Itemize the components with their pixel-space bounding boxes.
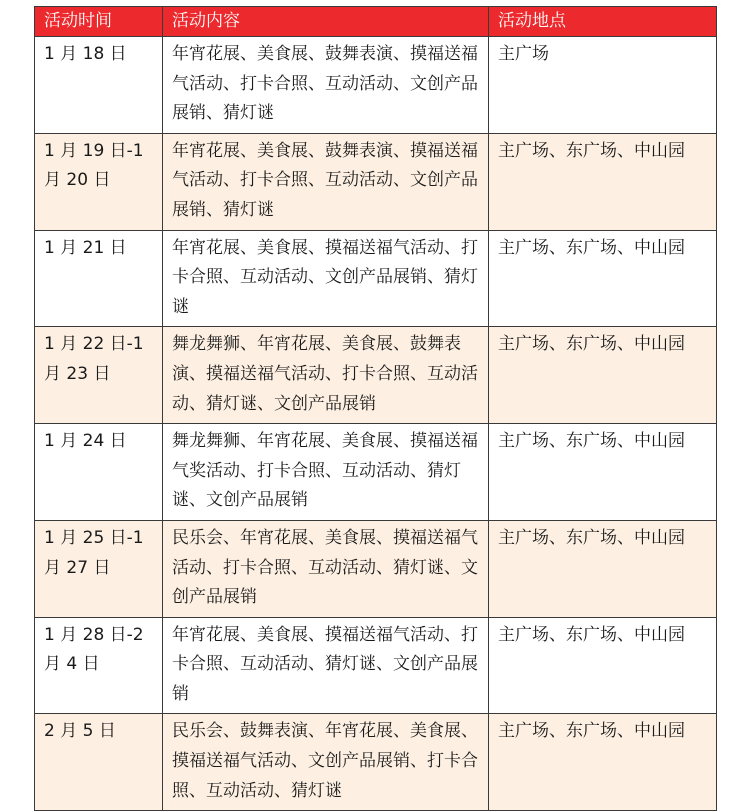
table-row: [35, 714, 717, 811]
table-row: [35, 424, 717, 521]
row-venue: 主广场、东广场、中山园: [489, 327, 717, 424]
row-date: 1 月 21 日: [35, 230, 163, 327]
activity-schedule-table: [34, 6, 717, 811]
row-date: 1 月 18 日: [35, 37, 163, 134]
table-row: [35, 520, 717, 617]
header-content: 活动内容: [163, 7, 489, 37]
table-row: [35, 327, 717, 424]
table-row: [35, 230, 717, 327]
header-venue: 活动地点: [489, 7, 717, 37]
header-date: 活动时间: [35, 7, 163, 37]
row-content: 民乐会、年宵花展、美食展、摸福送福气活动、打卡合照、互动活动、猜灯谜、文创产品展销: [163, 520, 489, 617]
row-venue: 主广场、东广场、中山园: [489, 520, 717, 617]
row-content: 年宵花展、美食展、摸福送福气活动、打卡合照、互动活动、猜灯谜、文创产品展销: [163, 617, 489, 714]
row-venue: 主广场、东广场、中山园: [489, 714, 717, 811]
row-date: 2 月 5 日: [35, 714, 163, 811]
row-venue: 主广场、东广场、中山园: [489, 133, 717, 230]
row-venue: 主广场: [489, 37, 717, 134]
row-date: 1 月 25 日-1 月 27 日: [35, 520, 163, 617]
row-date: 1 月 22 日-1 月 23 日: [35, 327, 163, 424]
row-content: 年宵花展、美食展、摸福送福气活动、打卡合照、互动活动、文创产品展销、猜灯谜: [163, 230, 489, 327]
row-content: 年宵花展、美食展、鼓舞表演、摸福送福气活动、打卡合照、互动活动、文创产品展销、猜灯谜: [163, 133, 489, 230]
row-content: 舞龙舞狮、年宵花展、美食展、摸福送福气奖活动、打卡合照、互动活动、猜灯谜、文创产品展销: [163, 424, 489, 521]
row-content: 舞龙舞狮、年宵花展、美食展、鼓舞表演、摸福送福气活动、打卡合照、互动活动、猜灯谜、文创产品展销: [163, 327, 489, 424]
row-venue: 主广场、东广场、中山园: [489, 617, 717, 714]
row-venue: 主广场、东广场、中山园: [489, 230, 717, 327]
row-content: 年宵花展、美食展、鼓舞表演、摸福送福气活动、打卡合照、互动活动、文创产品展销、猜灯谜: [163, 37, 489, 134]
table-header-row: [35, 7, 717, 37]
table-row: [35, 37, 717, 134]
table-row: [35, 617, 717, 714]
table-row: [35, 133, 717, 230]
row-date: 1 月 19 日-1 月 20 日: [35, 133, 163, 230]
row-date: 1 月 24 日: [35, 424, 163, 521]
row-date: 1 月 28 日-2 月 4 日: [35, 617, 163, 714]
row-content: 民乐会、鼓舞表演、年宵花展、美食展、摸福送福气活动、文创产品展销、打卡合照、互动活动、猜灯谜: [163, 714, 489, 811]
row-venue: 主广场、东广场、中山园: [489, 424, 717, 521]
